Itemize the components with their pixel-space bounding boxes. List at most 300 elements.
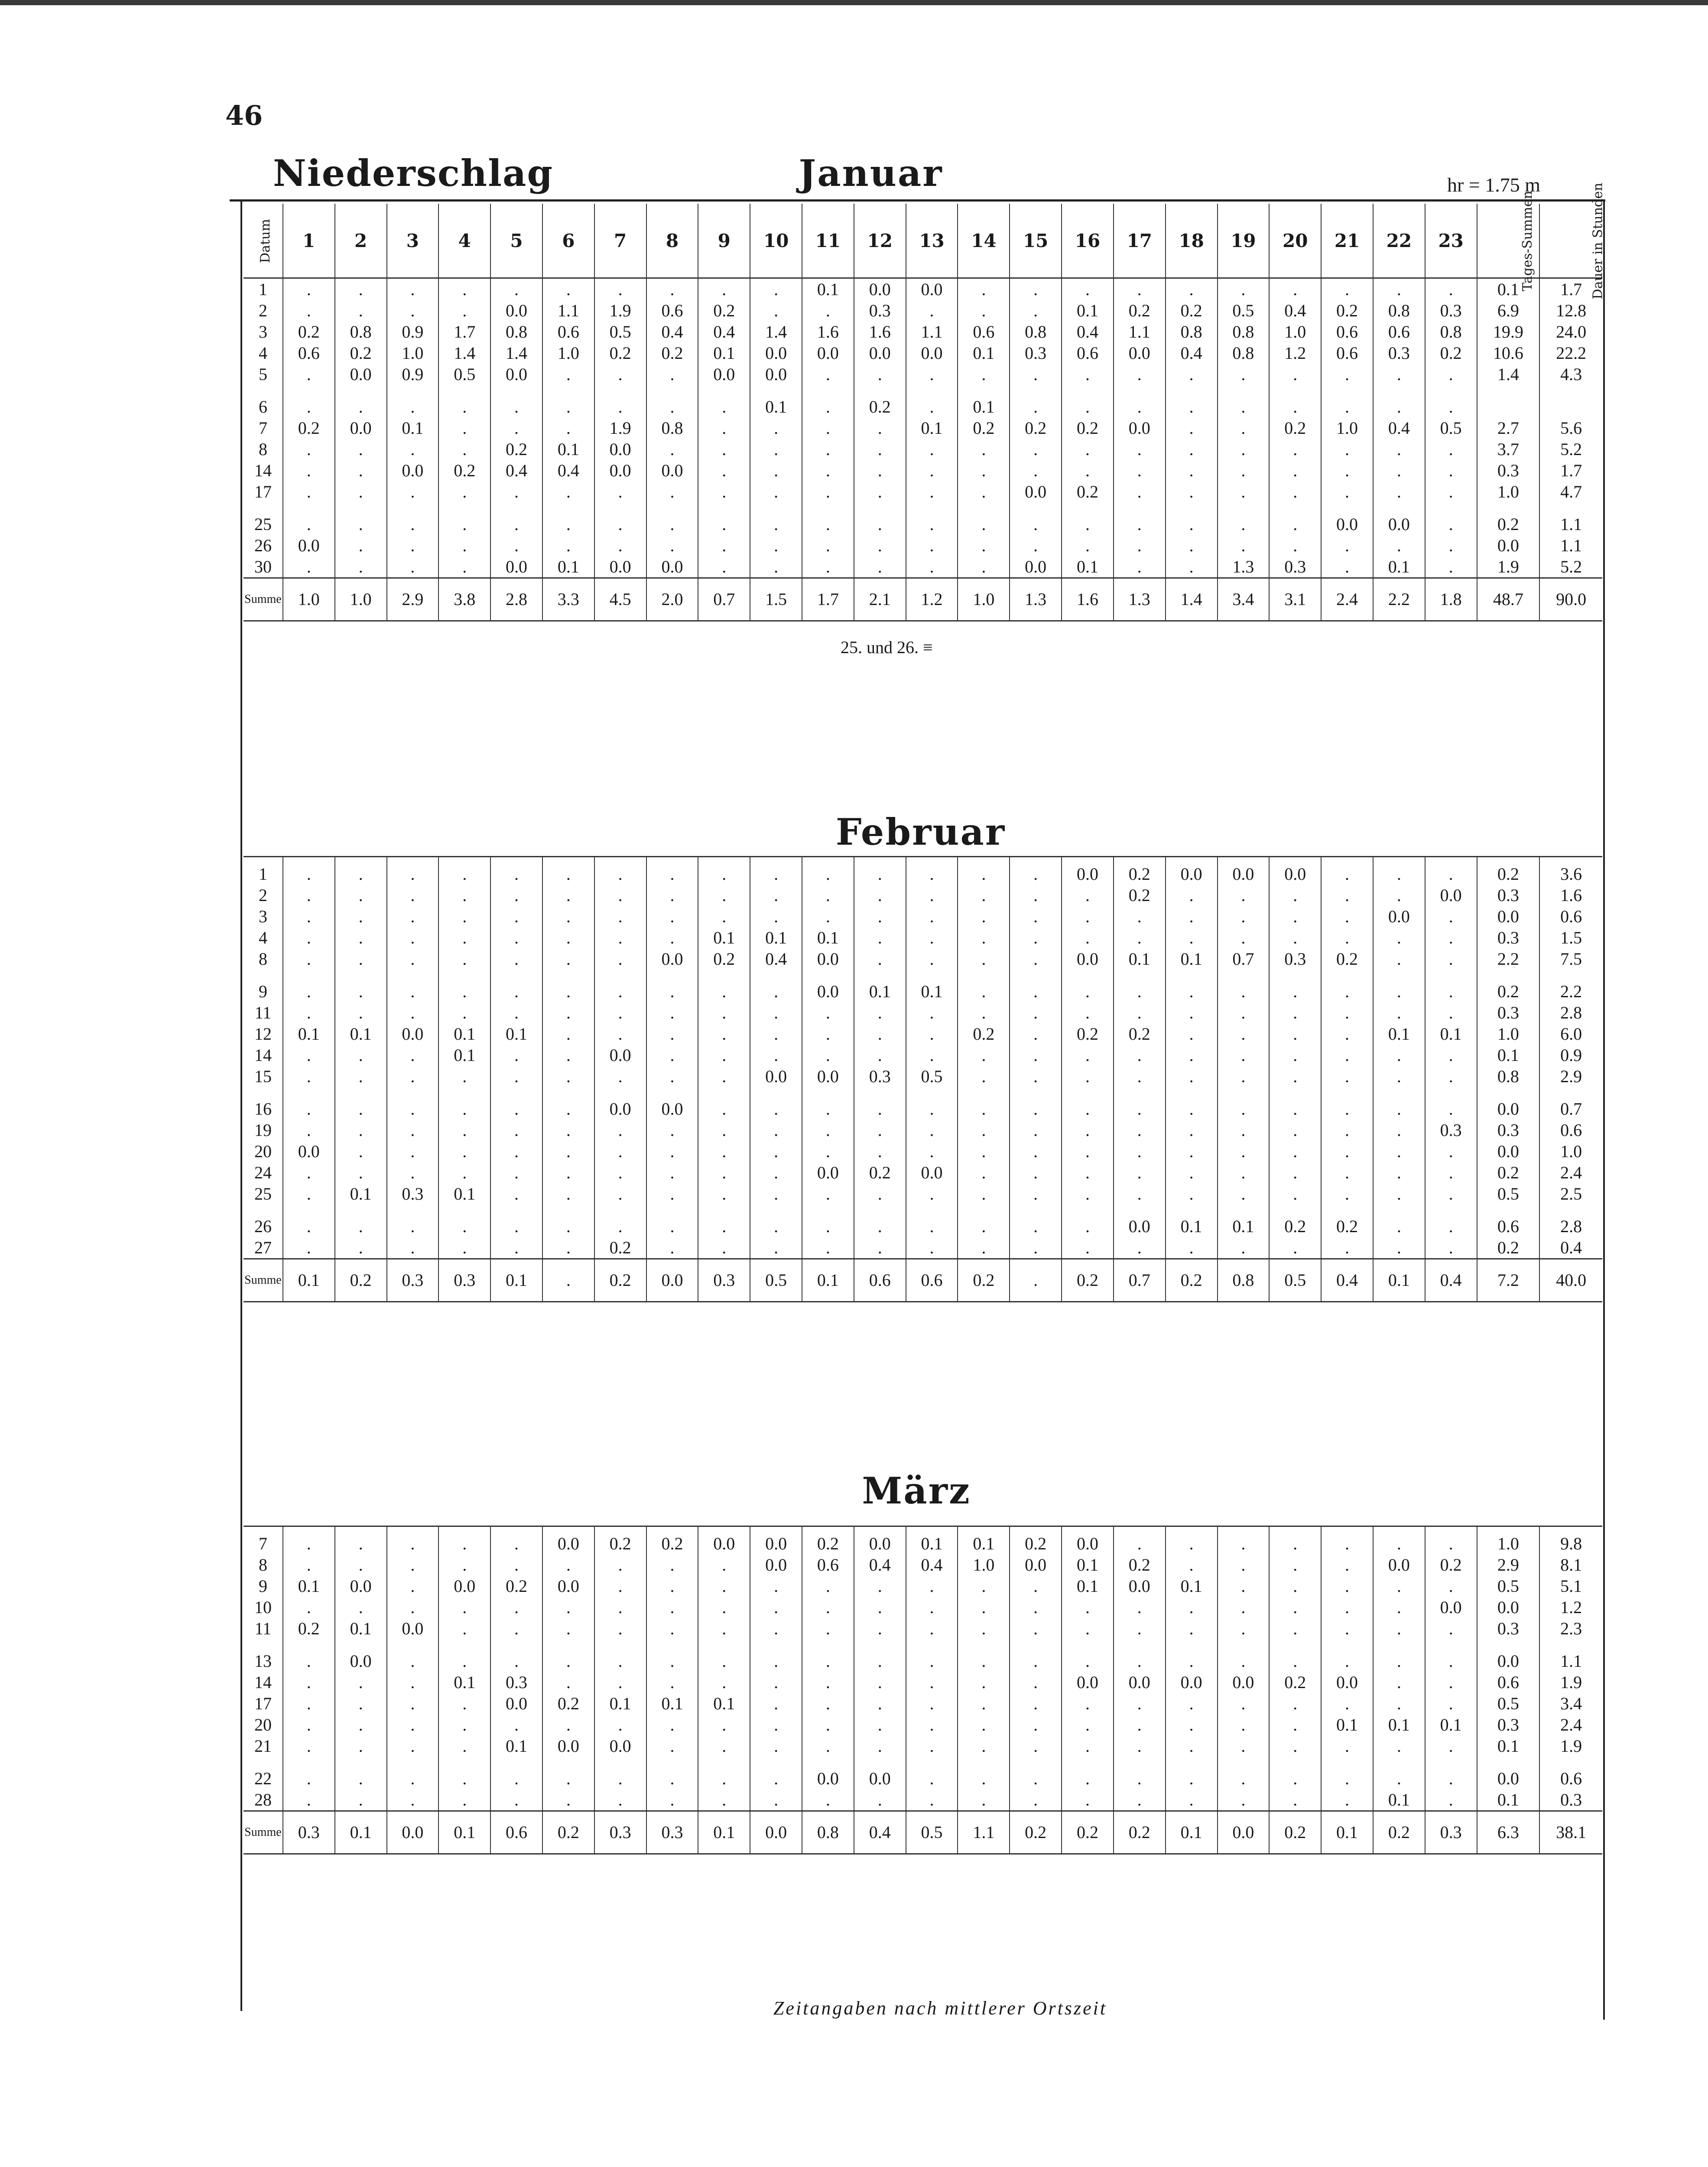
hour-value: .	[1010, 1650, 1062, 1672]
hour-value: .	[1269, 460, 1321, 481]
hour-value: 0.0	[542, 1533, 594, 1554]
hour-value: .	[490, 863, 542, 885]
day-row	[244, 1735, 1602, 1757]
hour-sum: 0.1	[1321, 1811, 1373, 1854]
gap-cell	[802, 1757, 854, 1768]
hour-value: .	[906, 1119, 958, 1141]
gap-cell	[244, 1639, 283, 1650]
hour-value: .	[1373, 1066, 1425, 1087]
hour-value: .	[438, 1216, 490, 1237]
hour-value: 0.0	[854, 278, 906, 300]
hour-value: 0.2	[1114, 1554, 1166, 1575]
hour-value: .	[1218, 1098, 1270, 1119]
gap-cell	[854, 1639, 906, 1650]
hour-value: .	[1114, 278, 1166, 300]
gap-cell	[594, 502, 646, 514]
gap-cell	[1321, 502, 1373, 514]
hour-value: .	[283, 1237, 335, 1259]
hour-sum: 0.3	[387, 1259, 439, 1302]
day-row	[244, 1119, 1602, 1141]
hour-value: .	[1269, 906, 1321, 927]
hour-value: .	[438, 1735, 490, 1757]
hour-value: .	[490, 1714, 542, 1735]
table-top-rule	[244, 857, 1602, 864]
day-total: 0.8	[1477, 1066, 1540, 1087]
gap-cell	[594, 1087, 646, 1098]
hour-value: .	[906, 863, 958, 885]
month-total: 7.2	[1477, 1259, 1540, 1302]
hour-value: .	[958, 514, 1010, 535]
hour-value: .	[438, 1714, 490, 1735]
gap-cell	[958, 1087, 1010, 1098]
hour-value: .	[906, 1789, 958, 1811]
gap-cell	[1425, 1757, 1477, 1768]
hour-value: .	[1425, 1735, 1477, 1757]
hour-value: .	[438, 396, 490, 417]
hour-value: .	[438, 514, 490, 535]
header-row	[244, 204, 1602, 278]
day-row	[244, 278, 1602, 300]
hour-value: 0.0	[283, 1141, 335, 1162]
hour-sum: 0.3	[698, 1259, 750, 1302]
gap-cell	[1218, 385, 1270, 396]
day-cell: 25	[254, 514, 272, 534]
hour-value: 0.1	[490, 1023, 542, 1044]
rule-cell	[854, 1526, 906, 1533]
hour-value: 0.0	[750, 342, 802, 364]
hour-sum: 0.2	[958, 1259, 1010, 1302]
hour-sum: 0.5	[1269, 1259, 1321, 1302]
hour-value: .	[387, 863, 439, 885]
day-cell: 11	[254, 1003, 272, 1022]
hour-value: .	[906, 556, 958, 578]
hour-value: .	[335, 863, 387, 885]
hour-value: 0.0	[1114, 342, 1166, 364]
hour-value: 0.4	[1166, 342, 1218, 364]
hour-value: .	[750, 556, 802, 578]
hour-value: .	[438, 278, 490, 300]
hour-value: .	[490, 1141, 542, 1162]
hour-value: 0.0	[387, 1618, 439, 1639]
hour-value: .	[542, 1119, 594, 1141]
day-duration: 2.4	[1539, 1162, 1602, 1183]
hour-value: .	[1114, 1533, 1166, 1554]
hour-value: .	[542, 1066, 594, 1087]
hour-value: .	[1010, 1098, 1062, 1119]
gap-cell	[244, 1757, 283, 1768]
hour-value: .	[1062, 1119, 1114, 1141]
rule-cell	[646, 1526, 698, 1533]
hour-value: 0.0	[802, 1162, 854, 1183]
day-total: 2.9	[1477, 1554, 1540, 1575]
gap-cell	[335, 1757, 387, 1768]
month-total: 6.3	[1477, 1811, 1540, 1854]
hour-value: .	[1166, 1119, 1218, 1141]
hour-value: .	[387, 481, 439, 502]
hour-value: .	[1425, 535, 1477, 556]
hour-value: 0.1	[438, 1044, 490, 1066]
hour-value: 0.1	[438, 1672, 490, 1693]
hour-sum: 0.7	[1114, 1259, 1166, 1302]
hour-value: 0.2	[542, 1693, 594, 1714]
hour-value: .	[906, 885, 958, 906]
hour-value: .	[1218, 396, 1270, 417]
hour-value: .	[387, 1768, 439, 1789]
hour-value: .	[438, 481, 490, 502]
hour-value: 0.6	[958, 321, 1010, 342]
hour-value: .	[387, 1002, 439, 1023]
hour-value: .	[1218, 1650, 1270, 1672]
day-row	[244, 1618, 1602, 1639]
hour-sum: 0.5	[750, 1259, 802, 1302]
hour-value: 0.0	[1114, 1575, 1166, 1597]
hour-value: 1.1	[542, 300, 594, 321]
hour-value: 0.0	[698, 364, 750, 385]
hour-value: .	[387, 981, 439, 1002]
day-total: 0.2	[1477, 514, 1540, 535]
gap-cell	[1373, 970, 1425, 981]
day-row	[244, 535, 1602, 556]
hour-value: .	[1321, 1002, 1373, 1023]
day-total: 19.9	[1477, 321, 1540, 342]
rule-cell	[1010, 1526, 1062, 1533]
hour-value: .	[1425, 1768, 1477, 1789]
hour-value: .	[1321, 1554, 1373, 1575]
hour-value: .	[958, 300, 1010, 321]
hour-value: .	[1218, 439, 1270, 460]
gap-cell	[1062, 1757, 1114, 1768]
hour-value: .	[1269, 1575, 1321, 1597]
hour-value: .	[646, 1575, 698, 1597]
hour-value: .	[802, 1023, 854, 1044]
rule-cell	[854, 857, 906, 864]
hour-sum: 0.3	[438, 1259, 490, 1302]
hour-value: .	[1166, 1789, 1218, 1811]
gap-cell	[750, 1087, 802, 1098]
hour-value: .	[906, 514, 958, 535]
hour-sum: 0.1	[335, 1811, 387, 1854]
hour-value: .	[958, 1672, 1010, 1693]
hour-value: .	[1321, 863, 1373, 885]
gap-cell	[1425, 502, 1477, 514]
hour-value: .	[906, 1002, 958, 1023]
hour-value: .	[542, 1098, 594, 1119]
hour-value: .	[1269, 439, 1321, 460]
hour-value: 0.4	[750, 948, 802, 970]
hour-value: .	[854, 1216, 906, 1237]
hour-value: .	[1269, 1183, 1321, 1204]
day-duration: 1.1	[1539, 514, 1602, 535]
hour-value: .	[802, 1597, 854, 1618]
rule-cell	[1166, 1526, 1218, 1533]
hour-value: .	[1218, 906, 1270, 927]
hour-value: .	[1166, 1735, 1218, 1757]
day-cell: 14	[254, 461, 272, 480]
hour-value: .	[750, 1162, 802, 1183]
hour-value: .	[542, 1162, 594, 1183]
hour-value: .	[698, 885, 750, 906]
hour-value: .	[542, 1237, 594, 1259]
gap-cell	[802, 502, 854, 514]
hour-value: 0.0	[1114, 1216, 1166, 1237]
hour-value: 0.6	[283, 342, 335, 364]
hour-value: 0.2	[958, 417, 1010, 439]
hour-value: .	[594, 1714, 646, 1735]
hour-value: .	[1269, 1098, 1321, 1119]
hour-header: 13	[906, 204, 958, 278]
hour-value: .	[542, 1714, 594, 1735]
gap-cell	[1269, 1757, 1321, 1768]
hour-value: .	[750, 1693, 802, 1714]
day-total: 0.1	[1477, 1044, 1540, 1066]
day-total: 0.3	[1477, 1714, 1540, 1735]
hour-value: 0.0	[1010, 481, 1062, 502]
day-row	[244, 300, 1602, 321]
hour-value: .	[542, 1650, 594, 1672]
hour-value: .	[802, 1789, 854, 1811]
day-cell: 9	[258, 1576, 267, 1596]
gap-cell	[244, 385, 283, 396]
hour-header: 15	[1010, 204, 1062, 278]
hour-value: .	[1269, 1789, 1321, 1811]
rule-cell	[335, 857, 387, 864]
hour-value: .	[958, 1768, 1010, 1789]
hour-sum: 0.2	[542, 1811, 594, 1854]
day-row	[244, 481, 1602, 502]
hour-value: .	[1166, 1066, 1218, 1087]
hour-value: .	[335, 514, 387, 535]
hour-value: 0.0	[1425, 1597, 1477, 1618]
hour-value: .	[283, 300, 335, 321]
gap-cell	[490, 1204, 542, 1216]
day-duration: 3.4	[1539, 1693, 1602, 1714]
day-row	[244, 1554, 1602, 1575]
hour-value: .	[1166, 278, 1218, 300]
hour-value: .	[1269, 1141, 1321, 1162]
hour-value: 0.0	[594, 556, 646, 578]
hour-value: .	[438, 1119, 490, 1141]
hour-value: 0.1	[335, 1023, 387, 1044]
hour-value: .	[1373, 481, 1425, 502]
gap-cell	[438, 502, 490, 514]
gap-cell	[1425, 970, 1477, 981]
hour-value: .	[1321, 927, 1373, 948]
hour-value: .	[1373, 1002, 1425, 1023]
hour-value: .	[906, 1618, 958, 1639]
hour-value: .	[958, 1141, 1010, 1162]
hour-value: .	[542, 396, 594, 417]
hour-value: .	[1373, 1650, 1425, 1672]
hour-value: .	[335, 439, 387, 460]
day-cell: 21	[254, 1736, 272, 1756]
day-row	[244, 514, 1602, 535]
hour-value: .	[646, 1216, 698, 1237]
hour-sum: 1.7	[802, 578, 854, 621]
day-row	[244, 885, 1602, 906]
hour-value: .	[335, 535, 387, 556]
gap-cell	[1477, 1204, 1540, 1216]
sum-row	[244, 1811, 1602, 1854]
hour-value: .	[1010, 863, 1062, 885]
hour-value: .	[1218, 1119, 1270, 1141]
hour-value: .	[1373, 1183, 1425, 1204]
hour-value: .	[438, 439, 490, 460]
hour-value: .	[854, 948, 906, 970]
day-row	[244, 1597, 1602, 1618]
hour-value: .	[1218, 927, 1270, 948]
hour-sum: 1.0	[958, 578, 1010, 621]
hour-value: .	[906, 927, 958, 948]
day-duration: 5.6	[1539, 417, 1602, 439]
day-total: 0.1	[1477, 278, 1540, 300]
hour-value: 0.3	[1269, 556, 1321, 578]
hour-value: 0.8	[1373, 300, 1425, 321]
rule-cell	[1269, 1526, 1321, 1533]
hour-sum: 0.0	[646, 1259, 698, 1302]
hour-value: .	[1425, 514, 1477, 535]
hour-value: 0.1	[283, 1575, 335, 1597]
hour-value: .	[1114, 1650, 1166, 1672]
gap-cell	[283, 970, 335, 981]
gap-cell	[958, 385, 1010, 396]
gap-cell	[646, 1204, 698, 1216]
hour-value: .	[283, 481, 335, 502]
hour-value: .	[1425, 981, 1477, 1002]
month-title-februar: Februar	[835, 810, 1006, 853]
hour-value: .	[594, 906, 646, 927]
gap-cell	[1114, 1639, 1166, 1650]
hour-value: .	[1166, 1768, 1218, 1789]
month-duration: 90.0	[1539, 578, 1602, 621]
hour-value: .	[1062, 1237, 1114, 1259]
hour-value: .	[335, 927, 387, 948]
hour-value: .	[750, 906, 802, 927]
hour-value: .	[802, 906, 854, 927]
hour-value: .	[1321, 556, 1373, 578]
hour-value: .	[283, 948, 335, 970]
hour-value: 0.1	[542, 556, 594, 578]
hour-value: .	[1269, 885, 1321, 906]
hour-value: .	[490, 1554, 542, 1575]
rule-cell	[906, 1526, 958, 1533]
hour-value: .	[646, 906, 698, 927]
hour-value: .	[490, 514, 542, 535]
hour-value: .	[1373, 1119, 1425, 1141]
hour-value: .	[1010, 1735, 1062, 1757]
day-duration: 0.3	[1539, 1789, 1602, 1811]
hour-sum: 0.1	[490, 1259, 542, 1302]
footer-note: Zeitangaben nach mittlerer Ortszeit	[773, 1998, 1107, 2019]
hour-header: 9	[698, 204, 750, 278]
hour-value: .	[594, 981, 646, 1002]
hour-value: 0.0	[542, 1575, 594, 1597]
gap-cell	[1539, 385, 1602, 396]
hour-value: .	[283, 278, 335, 300]
hour-value: .	[1425, 481, 1477, 502]
hour-value: .	[387, 1098, 439, 1119]
hour-value: .	[1269, 1650, 1321, 1672]
gap-cell	[698, 385, 750, 396]
day-cell: 8	[258, 1555, 267, 1575]
hour-value: .	[1373, 1735, 1425, 1757]
day-cell: 20	[254, 1142, 272, 1161]
month-total: 48.7	[1477, 578, 1540, 621]
gap-cell	[698, 1087, 750, 1098]
hour-value: 1.4	[750, 321, 802, 342]
precip-table-maerz	[244, 1526, 1602, 1855]
hour-value: .	[1321, 1597, 1373, 1618]
hour-value: 0.0	[387, 460, 439, 481]
hour-value: .	[1425, 1533, 1477, 1554]
gap-cell	[283, 1639, 335, 1650]
hour-value: .	[958, 1618, 1010, 1639]
gap-cell	[1010, 1087, 1062, 1098]
hour-value: .	[1269, 1044, 1321, 1066]
hour-sum: 1.3	[1010, 578, 1062, 621]
hour-value: .	[387, 1554, 439, 1575]
hour-value: .	[958, 885, 1010, 906]
rule-cell	[750, 857, 802, 864]
hour-value: .	[1166, 1650, 1218, 1672]
hour-sum: 1.3	[1114, 578, 1166, 621]
hour-value: .	[1425, 439, 1477, 460]
hour-value: .	[335, 1002, 387, 1023]
hour-value: .	[698, 1098, 750, 1119]
hour-value: .	[1218, 885, 1270, 906]
rule-cell	[387, 1526, 439, 1533]
hour-value: 0.1	[1166, 948, 1218, 970]
hour-value: .	[1062, 1002, 1114, 1023]
hour-value: .	[1114, 1044, 1166, 1066]
rule-cell	[802, 1526, 854, 1533]
day-total: 0.2	[1477, 863, 1540, 885]
hour-value: .	[1010, 535, 1062, 556]
hour-sum: 1.1	[958, 1811, 1010, 1854]
hour-value: .	[283, 1119, 335, 1141]
rule-cell	[906, 857, 958, 864]
hour-value: .	[1010, 1066, 1062, 1087]
hour-value: 0.1	[958, 396, 1010, 417]
section-title: Niederschlag	[273, 152, 554, 195]
hour-value: 0.1	[1373, 1789, 1425, 1811]
hour-value: .	[646, 514, 698, 535]
hour-value: .	[802, 1044, 854, 1066]
gap-cell	[1425, 385, 1477, 396]
hour-value: 0.0	[1321, 1672, 1373, 1693]
gap-cell	[1062, 1087, 1114, 1098]
day-cell: 3	[258, 907, 267, 926]
hour-value: .	[1269, 1693, 1321, 1714]
gap-cell	[906, 385, 958, 396]
day-total: 0.3	[1477, 1618, 1540, 1639]
hour-value: .	[646, 439, 698, 460]
hour-value: .	[335, 1141, 387, 1162]
hour-value: .	[1269, 1554, 1321, 1575]
day-total	[1477, 396, 1540, 417]
hour-value: 0.0	[854, 1768, 906, 1789]
rule-cell	[698, 1526, 750, 1533]
hour-sum: 1.5	[750, 578, 802, 621]
hour-value: 1.4	[490, 342, 542, 364]
hour-header: 5	[490, 204, 542, 278]
sum-label: Summe	[244, 1811, 283, 1854]
hour-value: .	[698, 1023, 750, 1044]
hour-value: .	[750, 1789, 802, 1811]
hour-value: .	[1321, 1044, 1373, 1066]
hour-value: 0.2	[646, 1533, 698, 1554]
hour-value: .	[490, 1119, 542, 1141]
hour-header: 3	[387, 204, 439, 278]
